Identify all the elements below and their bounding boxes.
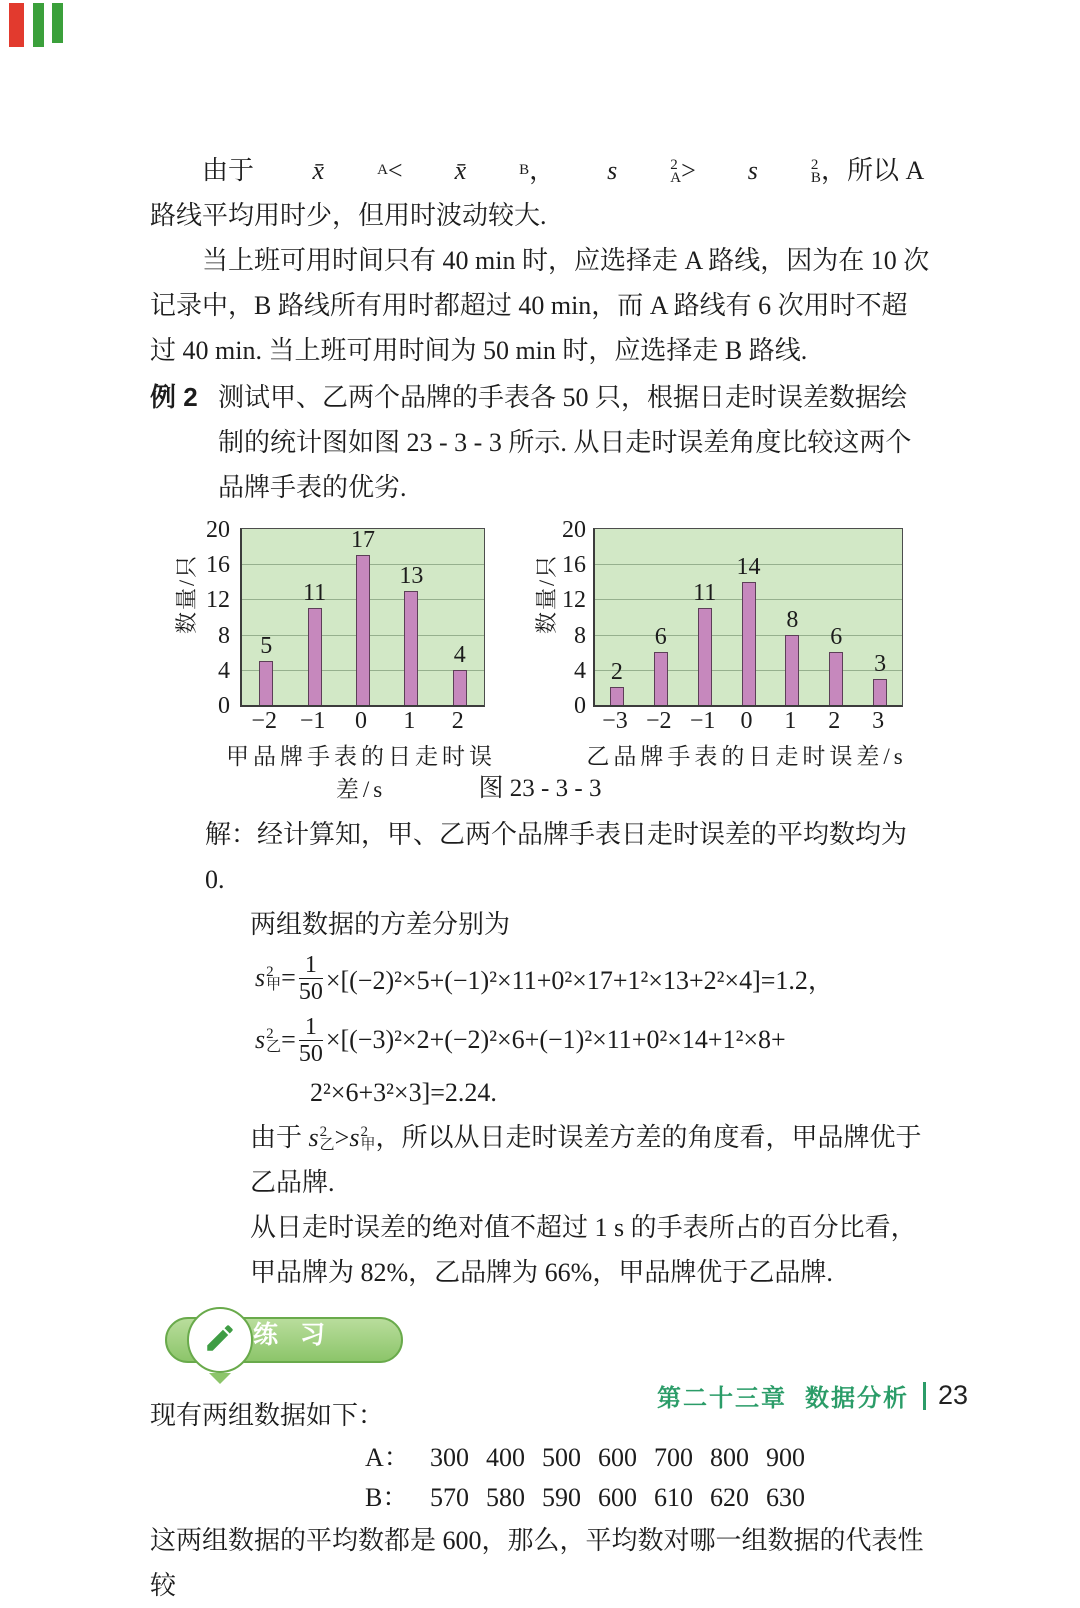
page-number: 23	[937, 1380, 968, 1410]
bar-value-label: 3	[874, 650, 887, 677]
x-tick-label: 2	[451, 708, 464, 734]
math-sup: 2	[319, 1123, 328, 1140]
plot-area	[593, 528, 903, 707]
bar-value-label: 8	[786, 606, 799, 633]
data-value: 600	[598, 1443, 637, 1472]
fraction	[299, 952, 323, 1005]
y-tick-label: 4	[574, 657, 586, 684]
data-value: 580	[486, 1483, 525, 1512]
data-value: 300	[430, 1443, 469, 1472]
bar	[829, 652, 843, 705]
math-sub: B	[810, 169, 821, 186]
solution-line-1	[205, 812, 930, 902]
bar	[259, 661, 273, 705]
example-label: 例 2	[150, 382, 198, 412]
x-tick-label: −2	[646, 708, 672, 734]
math-base: x̄	[312, 156, 325, 185]
bar	[654, 652, 668, 705]
x-tick-label: −1	[689, 708, 716, 734]
paragraph-route-advice: 当上班可用时间只有 40 min 时，应选择走 A 路线，因为在 10 次记录中，B 路线所有用时都超过 40 min，而 A 路线有 6 次用时不超过 40 min. 当上班可用时间为 50 min 时，应选择走 B 路线.	[150, 246, 930, 365]
practice-intro: 现有两组数据如下：	[150, 1401, 385, 1430]
math-token-sB	[696, 148, 821, 193]
math-sub: 甲	[266, 977, 282, 993]
page-footer	[657, 1378, 968, 1413]
math-token-s2yi	[255, 1025, 281, 1055]
bar	[610, 687, 624, 705]
solution-line-2: 两组数据的方差分别为	[250, 910, 511, 939]
footer-divider	[923, 1382, 926, 1410]
x-tick-label: 1	[784, 708, 797, 734]
data-value: 800	[710, 1443, 749, 1472]
x-tick-label: −1	[299, 708, 326, 734]
fraction-denominator: 50	[298, 978, 323, 1005]
bar-chart-brand-jia	[170, 516, 510, 802]
bar-value-label: 5	[260, 633, 273, 659]
fraction-numerator: 1	[299, 952, 323, 979]
variance-formula-yi-line-2: 2²×6+3²×3]=2.24.	[310, 1078, 497, 1107]
math-sup: 2	[266, 964, 274, 980]
y-axis-title: 数量/只	[174, 553, 199, 634]
math-base: s	[308, 1123, 319, 1152]
text-run: 经计算知，甲、乙两个品牌手表日走时误差的平均数均为 0.	[205, 820, 908, 894]
bar-value-label: 11	[693, 580, 717, 607]
y-tick-label: 4	[218, 657, 230, 684]
y-tick-label: 12	[206, 587, 230, 614]
x-tick-label: 2	[828, 708, 841, 734]
footer-chapter: 第二十三章	[656, 1385, 787, 1412]
variance-formula-jia	[255, 947, 930, 1009]
data-value: 600	[598, 1483, 637, 1512]
math-token-s2jia	[349, 1115, 375, 1160]
x-axis-title: 甲品牌手表的日走时误差/s	[226, 744, 496, 802]
bar-value-label: 2	[610, 659, 623, 686]
math-operator: <	[387, 156, 403, 185]
bar-value-label: 4	[453, 641, 466, 668]
bar-chart-brand-yi	[530, 516, 940, 768]
x-axis-ticks	[240, 708, 482, 736]
formula-body: ×[(−3)²×2+(−2)²×6+(−1)²×11+0²×14+1²×8+	[325, 1025, 786, 1054]
text-run: ，所以从日走时误差方差的角度看，甲品牌优于乙品牌.	[250, 1123, 922, 1197]
data-value: 620	[710, 1483, 749, 1512]
math-token-xbarA	[261, 148, 388, 193]
bar-value-label: 11	[303, 580, 327, 607]
figure-caption: 图 23 - 3 - 3	[478, 775, 602, 802]
variance-formula-yi	[255, 1009, 930, 1071]
data-row-B	[365, 1478, 930, 1518]
badge-arrow-down	[209, 1373, 231, 1384]
y-tick-label: 0	[574, 693, 586, 719]
y-tick-label: 20	[562, 517, 586, 543]
row-label: B：	[365, 1483, 409, 1512]
math-token-s2jia	[255, 963, 281, 993]
y-tick-label: 16	[206, 552, 230, 579]
paragraph-percentage-compare: 从日走时误差的绝对值不超过 1 s 的手表所占的百分比看，甲品牌为 82%，乙品牌为 66%，甲品牌优于乙品牌.	[250, 1213, 917, 1287]
x-tick-label: 0	[355, 708, 367, 734]
math-sub: A	[670, 169, 682, 186]
bar-value-label: 6	[830, 624, 843, 651]
equals-sign: =	[281, 963, 296, 992]
y-tick-label: 12	[562, 587, 586, 614]
y-tick-label: 20	[206, 517, 230, 543]
math-token-xbarB	[403, 148, 530, 193]
math-sup: 2	[360, 1123, 368, 1140]
fraction-numerator: 1	[299, 1014, 323, 1041]
bar	[785, 635, 799, 705]
data-value: 900	[766, 1443, 805, 1472]
solution-block	[205, 812, 930, 1295]
data-row-A	[365, 1438, 930, 1478]
x-tick-label: 3	[872, 708, 885, 734]
math-operator: >	[681, 156, 696, 185]
y-axis-ticks	[550, 517, 590, 719]
footer-section: 数据分析	[804, 1385, 909, 1412]
data-value: 590	[542, 1483, 581, 1512]
bar-value-label: 6	[654, 624, 667, 651]
math-base: s	[747, 156, 758, 185]
math-base: s	[255, 1025, 266, 1054]
formula-body: ×[(−2)²×5+(−1)²×11+0²×17+1²×13+2²×4]=1.2，	[325, 965, 834, 995]
y-tick-label: 16	[562, 552, 586, 579]
practice-badge-label: 练习	[253, 1321, 348, 1349]
practice-badge	[165, 1307, 465, 1391]
bar-value-label: 14	[736, 553, 761, 580]
bar	[308, 608, 322, 705]
math-sup: 2	[670, 156, 678, 173]
math-base: x̄	[454, 156, 467, 185]
bar	[356, 555, 370, 705]
math-sub: A	[377, 162, 388, 178]
x-tick-label: 1	[403, 708, 416, 734]
bar	[453, 670, 467, 705]
data-value: 400	[486, 1443, 525, 1472]
math-sup: 2	[810, 156, 819, 173]
practice-section	[150, 1393, 930, 1608]
math-operator: >	[334, 1123, 350, 1152]
bar-value-label: 17	[351, 527, 375, 554]
solution-label: 解：	[205, 820, 258, 849]
y-axis-title: 数量/只	[534, 553, 559, 634]
plot-area	[240, 528, 485, 707]
x-axis-title: 乙品牌手表的日走时误差/s	[586, 744, 907, 769]
bar-value-label: 13	[399, 562, 424, 589]
text-run: ，所以 A 路线平均用时少，但用时波动较大.	[150, 156, 923, 230]
paragraph-variance-compare	[250, 1115, 930, 1205]
x-tick-label: −3	[602, 708, 628, 734]
text-run: ，	[529, 156, 556, 185]
y-axis-ticks	[194, 517, 234, 719]
data-value: 570	[430, 1483, 469, 1512]
bar	[698, 608, 712, 705]
math-base: s	[607, 156, 618, 185]
example-2-block	[150, 375, 930, 510]
y-tick-label: 0	[218, 693, 230, 719]
data-value: 700	[654, 1443, 693, 1472]
math-sub: 乙	[266, 1039, 282, 1055]
math-sup: 2	[266, 1026, 274, 1042]
math-sub: 乙	[319, 1136, 335, 1153]
bar	[873, 679, 887, 705]
math-token-s2yi	[309, 1115, 335, 1160]
bar	[742, 582, 756, 705]
y-tick-label: 8	[574, 622, 586, 649]
x-tick-label: −2	[251, 708, 277, 734]
data-value: 610	[654, 1483, 693, 1512]
pencil-icon	[203, 1321, 237, 1360]
data-value: 500	[542, 1443, 581, 1472]
equals-sign: =	[281, 1025, 296, 1054]
practice-question: 这两组数据的平均数都是 600，那么，平均数对哪一组数据的代表性较	[150, 1526, 924, 1600]
paragraph-conclusion-routes	[150, 148, 930, 238]
x-tick-label: 0	[740, 708, 753, 734]
text-run: 由于	[202, 156, 261, 185]
fraction-denominator: 50	[298, 1040, 323, 1067]
math-base: s	[349, 1123, 360, 1152]
data-value: 630	[766, 1483, 805, 1512]
example-text: 测试甲、乙两个品牌的手表各 50 只，根据日走时误差数据绘制的统计图如图 23 - 3 - 3 所示. 从日走时误差角度比较这两个品牌手表的优劣.	[218, 383, 912, 502]
fraction	[299, 1014, 323, 1067]
text-run: 由于	[250, 1123, 309, 1152]
pencil-badge-circle	[187, 1307, 253, 1373]
bar	[404, 591, 418, 705]
math-sub: B	[519, 162, 530, 178]
math-base: s	[255, 963, 266, 992]
x-axis-ticks	[593, 708, 900, 736]
math-token-sA	[555, 148, 681, 193]
y-tick-label: 8	[218, 622, 230, 649]
math-sub: 甲	[360, 1136, 376, 1153]
row-label: A：	[365, 1443, 410, 1472]
